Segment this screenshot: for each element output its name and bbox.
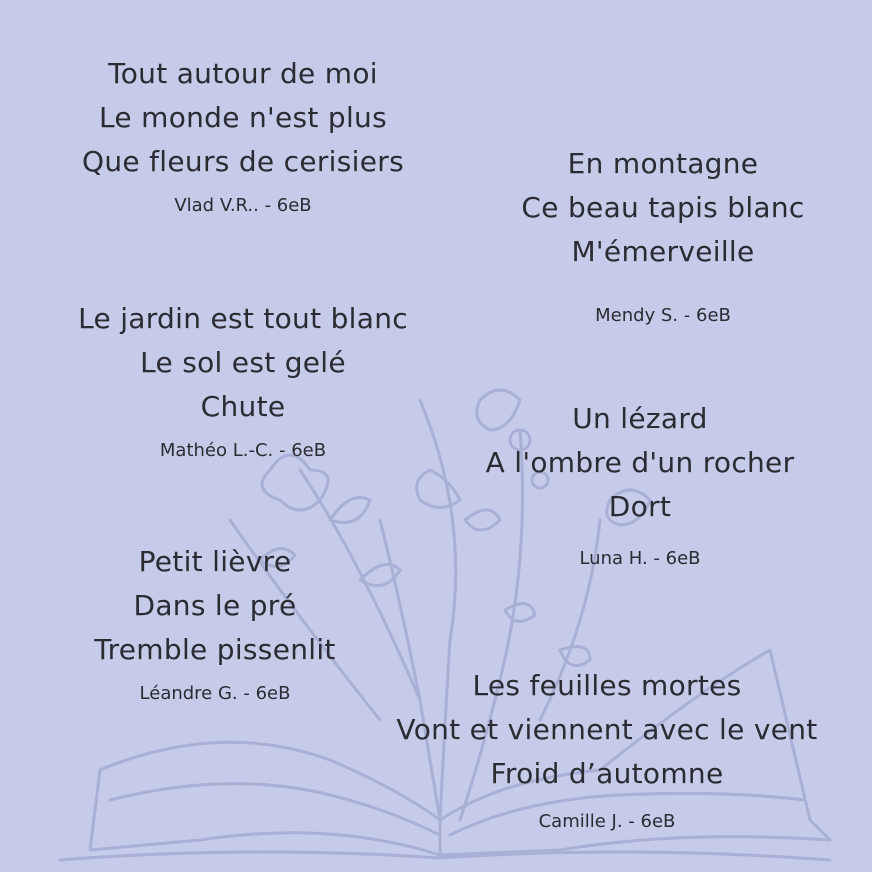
haiku-line: A l'ombre d'un rocher (485, 446, 795, 479)
haiku-author: Mathéo L.-C. - 6eB (159, 440, 327, 461)
haiku-matheo (30, 297, 456, 463)
haiku-author: Luna H. - 6eB (579, 548, 701, 569)
haiku-mendy (470, 142, 856, 328)
haiku-line: Le sol est gelé (140, 346, 346, 379)
haiku-line: Le jardin est tout blanc (78, 302, 408, 335)
haiku-author: Léandre G. - 6eB (139, 683, 291, 704)
haiku-line: Petit lièvre (138, 545, 292, 578)
flower-icon (262, 455, 328, 510)
haiku-line: Froid d’automne (490, 757, 724, 790)
haiku-line: Dort (608, 490, 672, 523)
haiku-author: Mendy S. - 6eB (595, 305, 731, 326)
haiku-line: Les feuilles mortes (472, 669, 742, 702)
haiku-leandre (70, 540, 360, 706)
haiku-line: Tout autour de moi (108, 57, 378, 90)
haiku-line: M'émerveille (571, 235, 755, 268)
haiku-line: En montagne (567, 147, 759, 180)
haiku-line: Tremble pissenlit (94, 633, 336, 666)
haiku-line: Ce beau tapis blanc (521, 191, 805, 224)
haiku-line: Un lézard (572, 402, 708, 435)
haiku-camille (372, 664, 842, 834)
haiku-line: Le monde n'est plus (98, 101, 387, 134)
haiku-line: Que fleurs de cerisiers (82, 145, 404, 178)
haiku-luna (460, 397, 820, 571)
haiku-line: Chute (200, 390, 286, 423)
haiku-vlad (40, 52, 446, 218)
leaf-icon (330, 498, 370, 523)
haiku-line: Vont et viennent avec le vent (396, 713, 818, 746)
haiku-line: Dans le pré (133, 589, 297, 622)
haiku-author: Camille J. - 6eB (538, 811, 676, 832)
haiku-author: Vlad V.R.. - 6eB (174, 195, 312, 216)
